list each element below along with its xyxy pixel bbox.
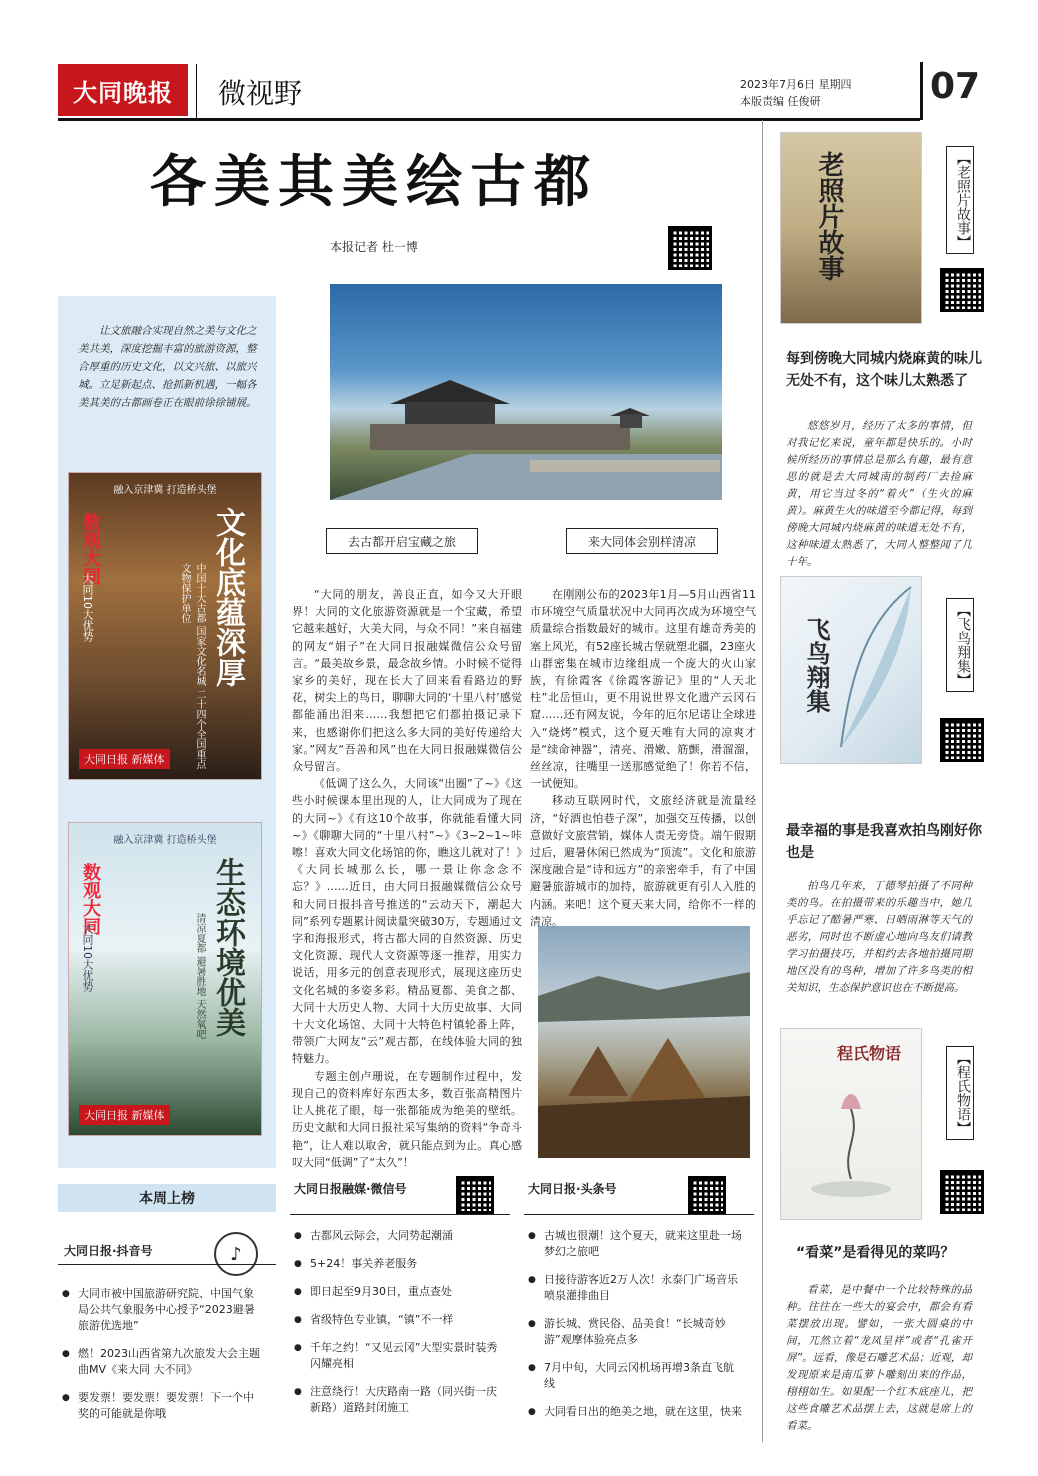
volcano-illustration: [538, 926, 750, 1158]
volcano-landscape-photo: [538, 926, 750, 1158]
article-title: 各美其美绘古都: [150, 150, 598, 215]
story-text: [786, 418, 972, 571]
paragraph: 专题主创卢珊说，在专题制作过程中，发现自己的资料库好东西太多，数百张高精图片让人挑花了眼，每一张都能成为绝美的壁纸。历史文献和大同日报社采写集纳的资料“争奇斗艳”，让人难以取舍，就只能点到为止。真心感叹大同“低调”了“太久”！: [292, 1069, 522, 1169]
newspaper-logo: 大同晚报: [58, 64, 188, 116]
header-rule: [58, 118, 920, 121]
subheading-cool: 来大同体会别样清凉: [566, 528, 718, 554]
column-tag-cheng: 【程氏物语】: [946, 1046, 974, 1140]
paragraph: 移动互联网时代，文旅经济就是流量经济，“好酒也怕巷子深”，加强交互传播，以创意做好文旅营销，媒体人责无旁贷。端午假期过后，避暑休闲已然成为“顶流”。文化和旅游深度融合是“诗和远方”的亲密牵手，有了中国避暑旅游城市的加持，旅游就更有引人入胜的内涵。来吧！这个夏天来大同，给你不一样的清凉。: [530, 794, 756, 928]
qr-code-icon[interactable]: [940, 268, 984, 312]
poster-culture: [68, 472, 262, 780]
header-meta: [740, 76, 852, 110]
poster-subtitle: 大同10大优势: [81, 923, 94, 992]
list-item[interactable]: ● 要发票！要发票！要发票！下一个中奖的可能就是你哦: [62, 1390, 262, 1422]
douyin-heading: 大同日报·抖音号: [64, 1244, 153, 1258]
poster-slogan: 融入京津冀 打造桥头堡: [113, 485, 217, 496]
issue-date: 2023年7月6日 星期四: [740, 78, 852, 91]
poster-brand: 数观大同: [80, 863, 101, 935]
list-item[interactable]: ● 5+24！事关养老服务: [294, 1256, 504, 1272]
section-title: 微视野: [218, 77, 303, 110]
cover-title: 飞鸟翔集: [802, 617, 831, 713]
poster-footer: 大同日报 新媒体: [79, 749, 170, 769]
qr-code-icon[interactable]: [688, 1176, 726, 1214]
toutiao-heading: 大同日报·头条号: [528, 1182, 617, 1196]
article-intro: 让文旅融合实现自然之美与文化之美共美，深度挖掘丰富的旅游资源，整合厚重的历史文化，以文兴旅、以旅兴城。立足新起点、抢抓新机遇，一幅各美其美的古都画卷正在眼前徐徐铺展。: [78, 325, 257, 409]
column-tag-old-photo: 【老照片故事】: [946, 146, 974, 254]
page-number-bar: [920, 62, 923, 120]
wechat-list: [294, 1228, 504, 1428]
paragraph: 悠悠岁月，经历了太多的事情，但对我记忆来说，童年都是快乐的。小时候所经历的事情总是那么有趣，最有意思的就是去大同城南的制药厂去捡麻黄，用它当过冬的“着火”（生火的麻黄）。麻黄生火的味道至今都记得，每到傍晚大同城内烧麻黄的味道无处不有，这种味道太熟悉了，大同人整整闻了几十年。: [786, 420, 972, 568]
paragraph: 拍鸟几年来，丁德琴拍摄了不同种类的鸟。在拍摄带来的乐趣当中，她几乎忘记了酷暑严寒、日晒雨淋等天气的恶劣，同时也不断虚心地向鸟友们请教学习拍摄技巧，并相约去各地拍摄同期地区没有的鸟种，增加了许多鸟类的相关知识，生态保护意识也在不断提高。: [786, 880, 972, 994]
qr-code-icon[interactable]: [940, 718, 984, 762]
paragraph: 《低调了这么久，大同该“出圈”了~》《这些小时候课本里出现的人，让大同成为了现在的大同~》《有这10个故事，你就能看懂大同~》《聊聊大同的“十里八村”~》《3~2~1~咔嚓！喜欢大同文化场馆的你，瞧这儿就对了！》《大同长城那么长，哪一景让你念念不忘？》……近日，由大同日报融媒微信公众号和大同日报抖音号推送的“云动天下，潮起大同”系列专题累计阅读量突破30万，专题通过文字和海报形式，将古都大同的自然资源、历史文化资源、现代人文资源等逐一推荐，用实力说话，用多元的创意表现形式，展现这座历史文化名城的多姿多彩。精品夏都、美食之都、大同十大历史人物、大同十大历史故事、大同十大文化场馆、大同十大特色村镇轮番上阵，带领广大网友“云”观古都，在线体验大同的独特魅力。: [292, 777, 522, 1066]
list-item[interactable]: ● 大同市被中国旅游研究院、中国气象局公共气象服务中心授予“2023避暑旅游优选地”: [62, 1286, 262, 1334]
list-item[interactable]: ● 燃！2023山西省第九次旅发大会主题曲MV《来大同 大不同》: [62, 1346, 262, 1378]
cover-birds: [780, 576, 922, 764]
wechat-heading: 大同日报融媒·微信号: [294, 1182, 407, 1196]
douyin-list: [62, 1286, 262, 1434]
paragraph: “大同的朋友，善良正直，如今又大开眼界！大同的文化旅游资源就是一个宝藏，希望它越来越好，大美大同，与众不同！”来自福建的网友“娟子”在大同日报融媒微信公众号留言。“最美故乡景，最念故乡情。小时候不觉得家乡的美好，现在长大了回来看看路边的野花，树尖上的鸟日，聊聊大同的‘十里八村’感觉都能涌出泪来……我想把它们都拍摄记录下来，也感谢你们把这么多大同的美好传递给大家。”网友“吾善和风”也在大同日报融媒微信公众号留言。: [292, 588, 522, 774]
list-item[interactable]: ● 古都风云际会，大同势起潮涌: [294, 1228, 504, 1244]
paragraph: 在刚刚公布的2023年1月—5月山西省11市环境空气质量状况中大同再次成为环境空气质量综合指数最好的城市。这里有雄奇秀美的塞上风光，有52座长城古堡就塑北疆，23座火山群密集在城市边缘组成一个庞大的火山家族，有徐霞客《徐霞客游记》里的“人天北柱”北岳恒山，更不用说世界文化遗产云冈石窟……还有网友说，今年的厄尔尼诺让全球进入“烧烤”模式，这个夏天唯有大同的凉爽才是“续命神器”，清亮、滑嫩、筋颤，滑溜溜，丝丝凉，往嘴里一送那感觉绝了！你若不信，一试便知。: [530, 588, 756, 791]
column-divider: [762, 120, 763, 1442]
cover-old-photo: [780, 132, 922, 324]
list-item[interactable]: ● 注意绕行！大庆路南一路（同兴街一庆新路）道路封闭施工: [294, 1384, 504, 1416]
qr-code-icon[interactable]: [940, 1170, 984, 1214]
poster-footer: 大同日报 新媒体: [79, 1105, 170, 1125]
poster-subtitle: 大同10大优势: [81, 573, 94, 642]
feather-icon: [781, 577, 921, 763]
cover-title: 老照片故事: [814, 151, 844, 281]
subheading-treasure: 去古都开启宝藏之旅: [326, 528, 478, 554]
list-rule: [290, 1214, 510, 1215]
poster-description: 中国十大古都 国家文化名城 二十四个全国重点文物保护单位: [179, 563, 205, 770]
list-item[interactable]: ● 7月中旬，大同云冈机场再增3条直飞航线: [528, 1360, 742, 1392]
douyin-icon[interactable]: ♪: [214, 1232, 258, 1276]
qr-code-icon[interactable]: [456, 1176, 494, 1214]
story-headline: “看菜”是看得见的菜吗？: [796, 1245, 955, 1261]
city-wall-photo: [330, 284, 722, 500]
poster-slogan: 融入京津冀 打造桥头堡: [113, 835, 217, 846]
header-divider: [196, 64, 197, 118]
list-item[interactable]: ● 省级特色专业镇，“镇”不一样: [294, 1312, 504, 1328]
story-text: [786, 1282, 972, 1435]
list-item[interactable]: ● 古城也很潮！这个夏天，就来这里赴一场梦幻之旅吧: [528, 1228, 742, 1260]
qr-code-icon[interactable]: [668, 226, 712, 270]
weekly-list-title: 本周上榜: [58, 1184, 276, 1212]
list-item[interactable]: ● 千年之约！“又见云冈”大型实景时装秀闪耀亮相: [294, 1340, 504, 1372]
list-item[interactable]: ● 游长城、赏民俗、品美食！“长城奇妙游”观摩体验亮点多: [528, 1316, 742, 1348]
poster-description: 清凉夏都 避暑胜地 天然氧吧: [194, 913, 205, 1040]
poster-headline: 生态环境优美: [210, 857, 245, 1037]
list-item[interactable]: ● 日接待游客近2万人次！永泰门广场音乐喷泉灌排曲目: [528, 1272, 742, 1304]
poster-headline: 文化底蕴深厚: [210, 507, 245, 687]
toutiao-list: [528, 1228, 742, 1432]
story-headline: 最幸福的事是我喜欢拍鸟刚好你也是: [786, 823, 982, 861]
paragraph: 看菜，是中餐中一个比较特殊的品种。往往在一些大的宴会中，都会有看菜摆放出现。譬如，一张大圆桌的中间，兀然立着“龙凤呈祥”或者“孔雀开屏”。远看，像是石雕艺术品；近观，却发现原来是南瓜萝卜雕刻出来的作品，栩栩如生。如果配一个红木底座儿，把这些食雕艺术品摆上去，这就是席上的看菜。: [786, 1284, 972, 1432]
column-tag-birds: 【飞鸟翔集】: [946, 598, 974, 692]
poster-brand: 数观大同: [80, 513, 101, 585]
article-column-1: [292, 586, 522, 1171]
cover-title: 程氏物语: [837, 1044, 902, 1063]
page-editor: 本版责编 任俊研: [740, 95, 821, 108]
story-headline: 每到傍晚大同城内烧麻黄的味儿无处不有，这个味儿太熟悉了: [786, 351, 982, 389]
cover-cheng: [780, 1028, 922, 1220]
lotus-icon: [781, 1029, 921, 1219]
list-rule: [524, 1214, 754, 1215]
page-number: 07: [930, 66, 981, 107]
list-rule: [58, 1264, 276, 1265]
article-column-2: [530, 586, 756, 930]
list-item[interactable]: ● 大同看日出的绝美之地，就在这里，快来: [528, 1404, 742, 1420]
story-text: [786, 878, 972, 997]
list-item[interactable]: ● 即日起至9月30日，重点查处: [294, 1284, 504, 1300]
byline: 本报记者 杜一博: [330, 240, 418, 254]
poster-ecology: [68, 822, 262, 1136]
city-wall-illustration: [330, 284, 722, 500]
